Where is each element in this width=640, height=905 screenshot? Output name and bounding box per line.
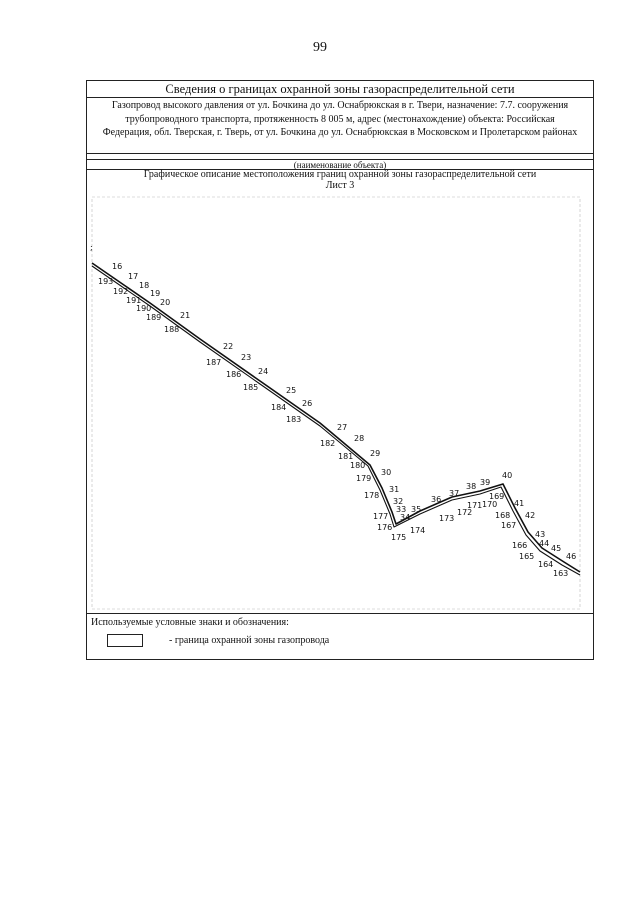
graphic-description-caption: Графическое описание местоположения границ охранной зоны газораспределительной сети: [143, 169, 537, 180]
point-label-189: 189: [146, 313, 162, 322]
point-label-171: 171: [467, 501, 483, 510]
point-label-46: 46: [566, 552, 577, 561]
point-label-37: 37: [449, 489, 460, 498]
point-label-188: 188: [164, 325, 180, 334]
point-label-43: 43: [535, 530, 546, 539]
point-label-45: 45: [551, 544, 562, 553]
point-label-36: 36: [431, 495, 442, 504]
point-label-177: 177: [373, 512, 389, 521]
point-label-168: 168: [495, 511, 511, 520]
point-label-20: 20: [160, 298, 171, 307]
point-label-184: 184: [271, 403, 287, 412]
point-label-164: 164: [538, 560, 554, 569]
point-label-17: 17: [128, 272, 139, 281]
point-label-185: 185: [243, 383, 259, 392]
point-label-187: 187: [206, 358, 222, 367]
point-label-167: 167: [501, 521, 517, 530]
object-name-caption: (наименование объекта): [87, 160, 593, 170]
point-label-44: 44: [539, 539, 550, 548]
map-inner-frame: [92, 197, 580, 609]
point-label-165: 165: [519, 552, 535, 561]
point-label-19: 19: [150, 289, 161, 298]
point-label-28: 28: [354, 434, 365, 443]
document-title: Сведения о границах охранной зоны газораспределительной сети: [87, 81, 593, 98]
legend-boundary-label: - граница охранной зоны газопровода: [169, 635, 330, 646]
point-label-181: 181: [338, 452, 354, 461]
point-label-40: 40: [502, 471, 513, 480]
point-label-29: 29: [370, 449, 381, 458]
point-label-190: 190: [136, 304, 152, 313]
point-label-166: 166: [512, 541, 528, 550]
point-label-41: 41: [514, 499, 525, 508]
sheet-label: Лист 3: [325, 180, 355, 191]
point-label-34: 34: [400, 513, 411, 522]
point-label-32: 32: [393, 497, 404, 506]
object-description: Газопровод высокого давления от ул. Бочкина до ул. Оснабрюкская в г. Твери, назначение: 7.7. сооружения трубопроводного транспорта, протяженность 8 005 м, адрес (местонахождение) объекта: Российская Федерация, обл. Тверская, г. Тверь, от ул. Бочкина до ул. Оснабрюкская в Московском и Пролетарском районах: [87, 98, 593, 154]
point-label-26: 26: [302, 399, 313, 408]
point-labels: [98, 262, 576, 578]
point-label-179: 179: [356, 474, 372, 483]
point-label-170: 170: [482, 500, 498, 509]
point-label-38: 38: [466, 482, 477, 491]
point-label-24: 24: [258, 367, 269, 376]
point-label-183: 183: [286, 415, 302, 424]
point-label-30: 30: [381, 468, 392, 477]
point-label-163: 163: [553, 569, 569, 578]
point-label-23: 23: [241, 353, 252, 362]
point-label-18: 18: [139, 281, 150, 290]
point-label-191: 191: [126, 296, 142, 305]
point-label-178: 178: [364, 491, 380, 500]
point-label-176: 176: [377, 523, 393, 532]
point-label-27: 27: [337, 423, 348, 432]
point-label-186: 186: [226, 370, 242, 379]
point-label-193: 193: [98, 277, 114, 286]
point-label-182: 182: [320, 439, 336, 448]
page-number: 99: [313, 40, 327, 55]
point-label-180: 180: [350, 461, 366, 470]
point-label-33: 33: [396, 505, 407, 514]
point-label-172: 172: [457, 508, 473, 517]
point-label-16: 16: [112, 262, 123, 271]
legend-title: Используемые условные знаки и обозначения:: [91, 617, 289, 628]
point-label-192: 192: [113, 287, 129, 296]
point-label-35: 35: [411, 505, 422, 514]
point-label-173: 173: [439, 514, 455, 523]
point-label-21: 21: [180, 311, 191, 320]
point-label-25: 25: [286, 386, 297, 395]
point-label-174: 174: [410, 526, 426, 535]
point-label-39: 39: [480, 478, 491, 487]
edge-mark: ;: [90, 243, 93, 252]
point-label-175: 175: [391, 533, 407, 542]
point-label-31: 31: [389, 485, 400, 494]
point-label-22: 22: [223, 342, 234, 351]
point-label-42: 42: [525, 511, 536, 520]
point-label-169: 169: [489, 492, 505, 501]
